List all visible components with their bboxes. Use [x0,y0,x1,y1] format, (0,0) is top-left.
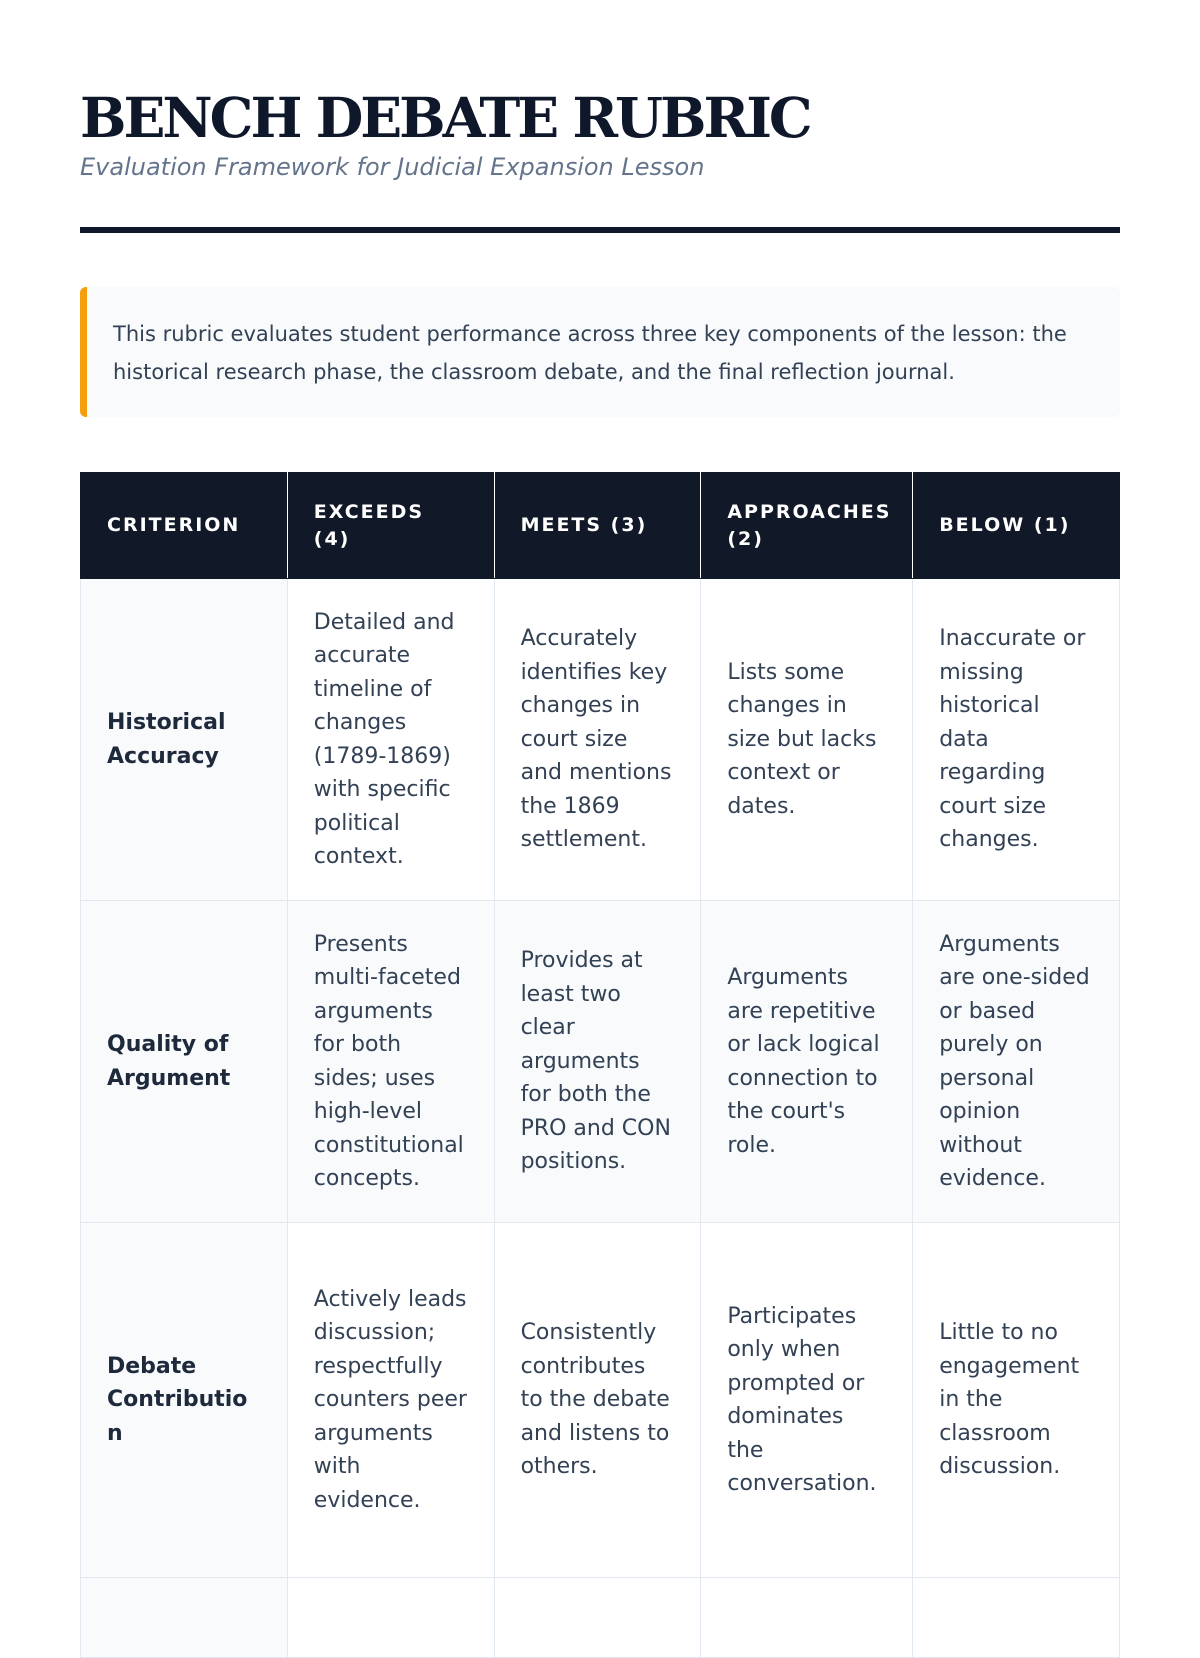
column-header-meets: MEETS (3) [494,473,701,579]
intro-text: This rubric evaluates student performance across three key components of the lesson: the historical research phase, the classroom debate, and the final reflection journal. [113,322,1067,384]
column-header-criterion: CRITERION [81,473,288,579]
approaches-cell: Arguments are repetitive or lack logical connection to the court's role. [701,901,913,1223]
intro-callout [80,287,1120,417]
below-cell: Inaccurate or missing historical data regarding court size changes. [913,579,1120,901]
table-row [81,901,1120,1223]
column-header-approaches: APPROACHES (2) [701,473,913,579]
column-header-below: BELOW (1) [913,473,1120,579]
page-title: BENCH DEBATE RUBRIC [80,85,810,150]
exceeds-cell: Detailed and accurate timeline of changes (1789-1869) with specific political context. [287,579,494,901]
below-cell: Arguments are one-sided or based purely on personal opinion without evidence. [913,901,1120,1223]
page-subtitle: Evaluation Framework for Judicial Expansion Lesson [80,153,705,181]
exceeds-cell: Presents multi-faceted arguments for both sides; uses high-level constitutional concepts. [287,901,494,1223]
rubric-table [80,472,1120,1658]
table-row-partial [81,1578,1120,1658]
meets-cell-empty [494,1578,701,1658]
below-cell-empty [913,1578,1120,1658]
exceeds-cell: Actively leads discussion; respectfully counters peer arguments with evidence. [287,1223,494,1578]
column-header-exceeds: EXCEEDS (4) [287,473,494,579]
approaches-cell: Lists some changes in size but lacks context or dates. [701,579,913,901]
approaches-cell: Participates only when prompted or dominates the conversation. [701,1223,913,1578]
table-row [81,1223,1120,1578]
criterion-cell: Debate Contribution [81,1223,288,1578]
meets-cell: Provides at least two clear arguments for both the PRO and CON positions. [494,901,701,1223]
criterion-cell: Historical Accuracy [81,579,288,901]
criterion-cell-empty [81,1578,288,1658]
below-cell: Little to no engagement in the classroom discussion. [913,1223,1120,1578]
exceeds-cell-empty [287,1578,494,1658]
criterion-cell: Quality of Argument [81,901,288,1223]
meets-cell: Accurately identifies key changes in court size and mentions the 1869 settlement. [494,579,701,901]
table-header-row [81,473,1120,579]
meets-cell: Consistently contributes to the debate and listens to others. [494,1223,701,1578]
header-divider [80,227,1120,233]
table-row [81,579,1120,901]
approaches-cell-empty [701,1578,913,1658]
